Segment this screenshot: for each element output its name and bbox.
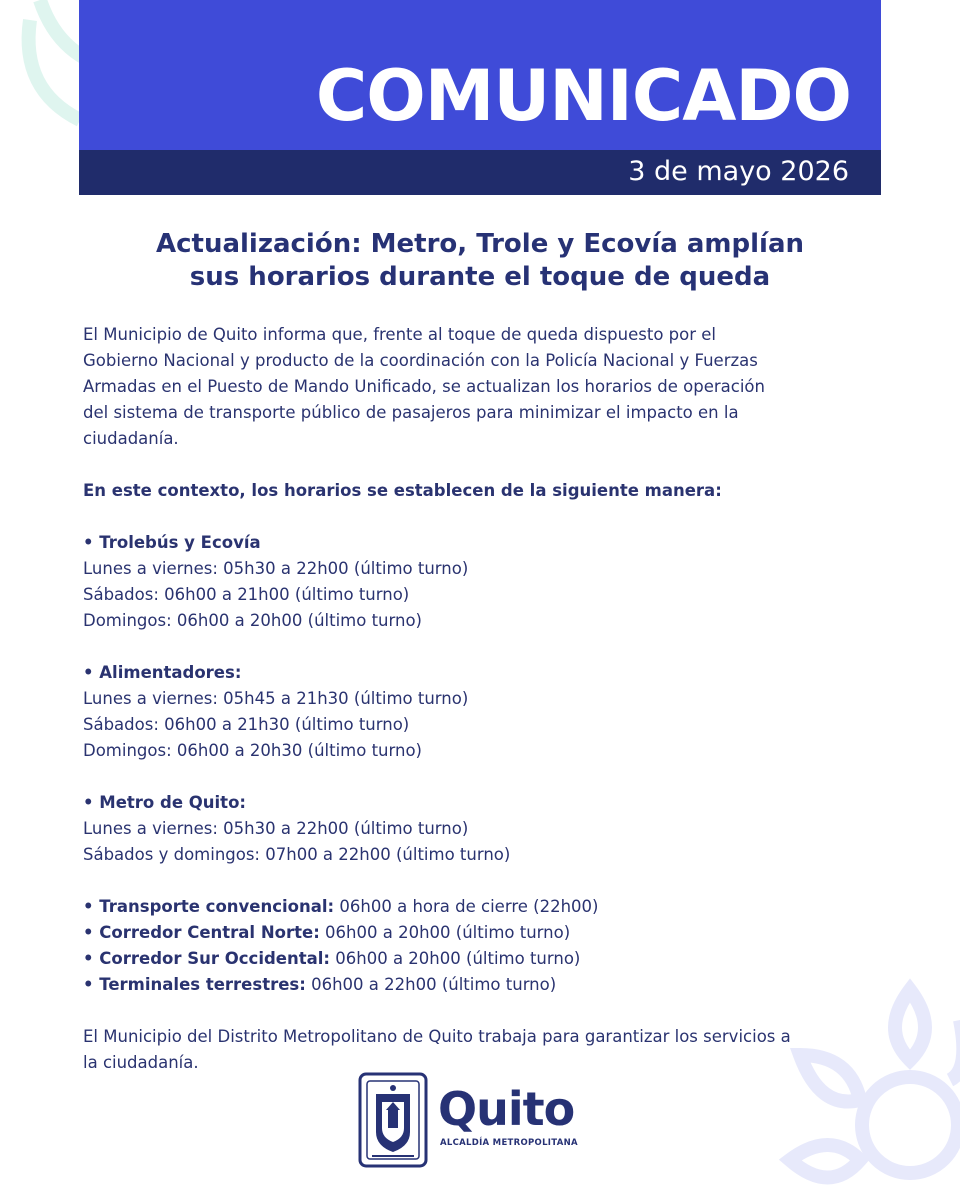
headline-line-2: sus horarios durante el toque de queda <box>189 262 771 292</box>
schedule-line: Lunes a viernes: 05h30 a 22h00 (último turno) <box>83 559 469 578</box>
intro-line: ciudadanía. <box>83 429 179 448</box>
service-item <box>83 920 883 946</box>
schedule-line: Domingos: 06h00 a 20h00 (último turno) <box>83 611 422 630</box>
context-heading: En este contexto, los horarios se establecen de la siguiente manera: <box>83 481 722 500</box>
publication-date: 3 de mayo 2026 <box>628 156 849 187</box>
schedule-line: Lunes a viernes: 05h30 a 22h00 (último turno) <box>83 819 469 838</box>
headline <box>80 228 880 294</box>
closing-line: la ciudadanía. <box>83 1053 199 1072</box>
intro-paragraph <box>83 322 883 452</box>
service-label: • Corredor Sur Occidental: <box>83 949 331 968</box>
date-bar <box>79 150 881 195</box>
schedule-line: Domingos: 06h00 a 20h30 (último turno) <box>83 741 422 760</box>
schedule-line: Sábados y domingos: 07h00 a 22h00 (último turno) <box>83 845 511 864</box>
intro-line: Gobierno Nacional y producto de la coordinación con la Policía Nacional y Fuerzas <box>83 351 758 370</box>
service-label: • Transporte convencional: <box>83 897 335 916</box>
intro-line: del sistema de transporte público de pasajeros para minimizar el impacto en la <box>83 403 739 422</box>
service-hours: 06h00 a hora de cierre (22h00) <box>334 897 599 916</box>
section-title: • Metro de Quito: <box>83 793 247 812</box>
section-alimentadores <box>83 660 883 764</box>
quito-logo <box>358 1072 608 1172</box>
communique-body <box>83 322 883 1076</box>
section-title: • Trolebús y Ecovía <box>83 533 261 552</box>
coat-of-arms-icon <box>358 1072 428 1168</box>
logo-wordmark: Quito <box>438 1082 575 1136</box>
service-label: • Corredor Central Norte: <box>83 923 320 942</box>
logo-subtitle: ALCALDÍA METROPOLITANA <box>440 1138 578 1148</box>
service-hours: 06h00 a 22h00 (último turno) <box>305 975 557 994</box>
header-banner <box>79 0 881 150</box>
other-services-list <box>83 894 883 998</box>
page-title: COMUNICADO <box>315 55 851 137</box>
section-trolebus-ecovia <box>83 530 883 634</box>
intro-line: El Municipio de Quito informa que, frente al toque de queda dispuesto por el <box>83 325 716 344</box>
section-title: • Alimentadores: <box>83 663 242 682</box>
schedule-line: Sábados: 06h00 a 21h30 (último turno) <box>83 715 410 734</box>
section-metro-quito <box>83 790 883 868</box>
headline-line-1: Actualización: Metro, Trole y Ecovía amplían <box>156 229 804 259</box>
service-hours: 06h00 a 20h00 (último turno) <box>319 923 571 942</box>
service-item <box>83 894 883 920</box>
schedule-line: Sábados: 06h00 a 21h00 (último turno) <box>83 585 410 604</box>
service-item <box>83 946 883 972</box>
schedule-line: Lunes a viernes: 05h45 a 21h30 (último turno) <box>83 689 469 708</box>
closing-paragraph <box>83 1024 883 1076</box>
intro-line: Armadas en el Puesto de Mando Unificado, se actualizan los horarios de operación <box>83 377 765 396</box>
service-item <box>83 972 883 998</box>
service-label: • Terminales terrestres: <box>83 975 306 994</box>
closing-line: El Municipio del Distrito Metropolitano de Quito trabaja para garantizar los servicios a <box>83 1027 791 1046</box>
service-hours: 06h00 a 20h00 (último turno) <box>330 949 581 968</box>
